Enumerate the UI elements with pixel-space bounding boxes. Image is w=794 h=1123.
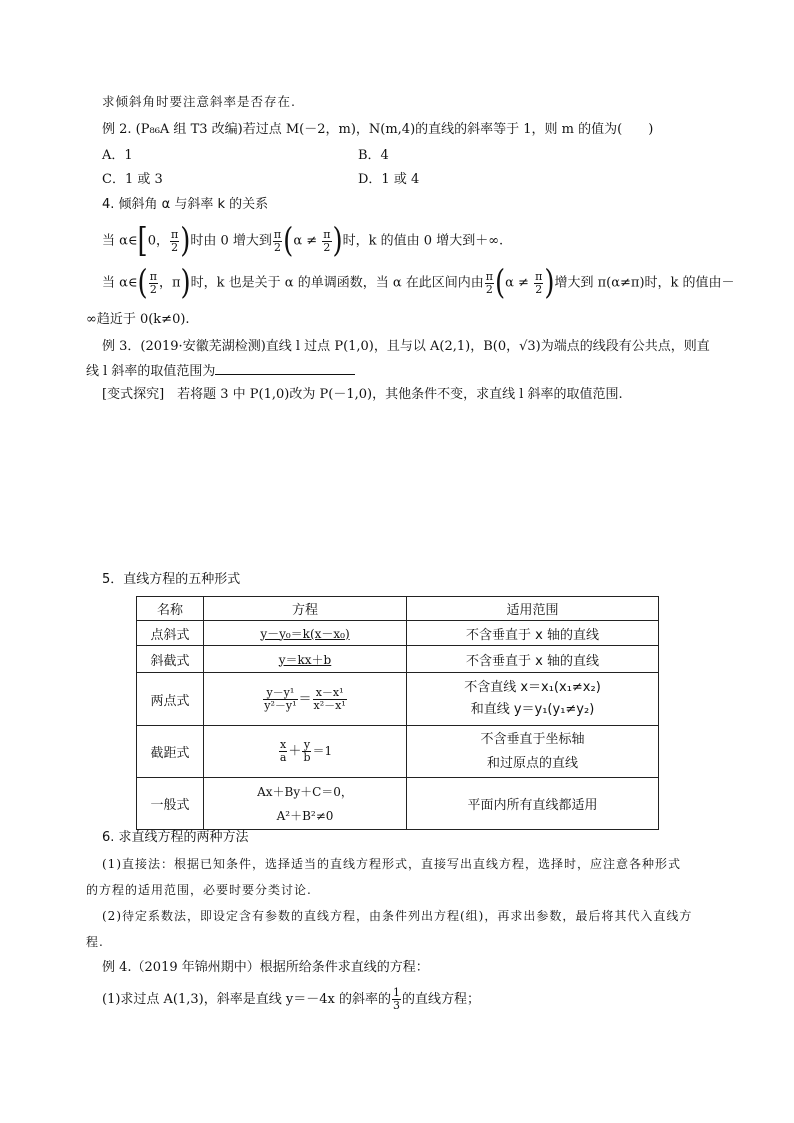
- section-4-line-3: ∞趋近于 0(k≠0).: [86, 312, 190, 327]
- header-equation: 方程: [204, 597, 407, 621]
- row-equation: $\frac{\text{y－y¹}}{\text{y²－y¹}}$ ＝ $\frac{\text{x－x¹}}{\text{x²－x¹}}$: [204, 673, 407, 726]
- option-b: B．4: [358, 148, 389, 163]
- section-5-title: 5．直线方程的五种形式: [102, 572, 241, 587]
- section-4-title: 4. 倾斜角 α 与斜率 k 的关系: [102, 197, 269, 212]
- method-2-line-2: 程.: [86, 935, 104, 949]
- answer-blank: [215, 360, 355, 375]
- row-range: 平面内所有直线都适用: [407, 778, 659, 830]
- option-c: C．1 或 3: [102, 172, 163, 187]
- ex4-q1-pre: (1)求过点 A(1,3)，斜率是直线 y＝－4x 的斜率的: [102, 992, 391, 1007]
- pi-over-2-fraction: $\frac{\pi}{2}$: [323, 227, 331, 254]
- two-point-fraction-right: $\frac{\text{x－x¹}}{\text{x²－x¹}}$: [313, 685, 346, 712]
- example-3-line-1: 例 3．(2019·安徽芜湖检测)直线 l 过点 P(1,0)，且与以 A(2,1)，B(0，√3)为端点的线段有公共点，则直: [102, 339, 710, 354]
- method-2-line-1: (2)待定系数法，即设定含有参数的直线方程，由条件列出方程(组)，再求出参数，最后将其代入直线方: [102, 909, 693, 923]
- method-1-line-1: (1)直接法：根据已知条件，选择适当的直线方程形式，直接写出直线方程，选择时，应注意各种形式: [102, 857, 682, 871]
- pi-over-2-fraction: $\frac{\pi}{2}$: [273, 227, 282, 254]
- pi-over-2-fraction: $\frac{\pi}{2}$: [149, 269, 157, 296]
- note-slope: 求倾斜角时要注意斜率是否存在.: [102, 94, 296, 109]
- row-range: 不含垂直于坐标轴 和过原点的直线: [407, 726, 659, 778]
- row-name: 截距式: [137, 726, 204, 778]
- s4-l2-interval: ，π: [158, 275, 181, 291]
- method-1-line-2: 的方程的适用范围，必要时要分类讨论.: [86, 883, 312, 897]
- two-point-fraction-left: $\frac{\text{y－y¹}}{\text{y²－y¹}}$: [264, 685, 297, 712]
- example-3-line-2-text: 线 l 斜率的取值范围为: [86, 364, 216, 379]
- example-2-stem: 例 2. (P₈₆A 组 T3 改编)若过点 M(－2，m)，N(m,4)的直线的斜率等于 1，则 m 的值为( ): [102, 122, 654, 137]
- table-row: [137, 726, 659, 778]
- row-range: 不含垂直于 x 轴的直线: [407, 621, 659, 646]
- row-name: 一般式: [137, 778, 204, 830]
- row-equation: $\frac{x}{a}$ ＋ $\frac{y}{b}$ ＝1: [204, 726, 407, 778]
- table-row: [137, 673, 659, 726]
- row-range: 不含垂直于 x 轴的直线: [407, 646, 659, 673]
- header-range: 适用范围: [407, 597, 659, 621]
- table-row: [137, 778, 659, 830]
- s4-l1-cond: α ≠: [293, 233, 318, 249]
- s4-l2-pre: 当 α∈: [102, 275, 138, 291]
- intercept-fraction-y: $\frac{y}{b}$: [303, 738, 311, 764]
- row-equation: Ax＋By＋C＝0， A²＋B²≠0: [204, 778, 407, 830]
- variant-exploration: [变式探究] 若将题 3 中 P(1,0)改为 P(－1,0)，其他条件不变，求直线 l 斜率的取值范围.: [102, 387, 623, 402]
- option-a: A．1: [102, 148, 133, 163]
- section-4-line-1: 当 α∈[0， $\frac{\pi}{2}$ )时由 0 增大到 $\frac{\pi}{2}$ (α ≠ $\frac{\pi}{2}$ )时，k 的值由 0 增大到＋∞.: [102, 221, 504, 261]
- section-4-line-2: 当 α∈( $\frac{\pi}{2}$ ，π)时，k 也是关于 α 的单调函数，当 α 在此区间内由 $\frac{\pi}{2}$ (α ≠ $\frac{\pi}{2}$ )增大到 π(α≠π)时，k 的值由－: [102, 263, 735, 303]
- s4-l1-post: 时，k 的值由 0 增大到＋∞.: [342, 233, 504, 249]
- table-header-row: [137, 597, 659, 621]
- table-row: [137, 621, 659, 646]
- example-4-question-1: [102, 987, 480, 1013]
- s4-l2-cond: α ≠: [505, 275, 529, 291]
- pi-over-2-fraction: $\frac{\pi}{2}$: [485, 269, 493, 296]
- s4-l2-mid: 时，k 也是关于 α 的单调函数，当 α 在此区间内由: [190, 275, 484, 291]
- one-third-fraction: $\frac{1}{3}$: [392, 986, 400, 1012]
- intercept-fraction-x: $\frac{x}{a}$: [279, 738, 287, 764]
- row-name: 两点式: [137, 673, 204, 726]
- table-row: [137, 646, 659, 673]
- pi-over-2-fraction: $\frac{\pi}{2}$: [170, 227, 179, 254]
- s4-l1-interval: 0，: [147, 233, 169, 249]
- example-4-stem: 例 4.（2019 年锦州期中）根据所给条件求直线的方程：: [102, 960, 429, 975]
- option-d: D．1 或 4: [358, 172, 420, 187]
- s4-l1-mid: 时由 0 增大到: [190, 233, 272, 249]
- slope-intercept-equation: y＝kx＋b: [278, 652, 332, 667]
- ex4-q1-post: 的直线方程；: [401, 992, 480, 1007]
- s4-l1-pre: 当 α∈: [102, 233, 138, 249]
- header-name: 名称: [137, 597, 204, 621]
- point-slope-equation: y－y₀＝k(x－x₀): [260, 626, 350, 641]
- example-3-line-2: [86, 360, 355, 381]
- section-6-title: 6. 求直线方程的两种方法: [102, 830, 249, 845]
- row-name: 斜截式: [137, 646, 204, 673]
- pi-over-2-fraction: $\frac{\pi}{2}$: [535, 269, 543, 296]
- row-equation: [204, 621, 407, 646]
- row-equation: [204, 646, 407, 673]
- s4-l2-post: 增大到 π(α≠π)时，k 的值由－: [554, 275, 735, 291]
- row-range: 不含直线 x＝x₁(x₁≠x₂) 和直线 y＝y₁(y₁≠y₂): [407, 673, 659, 726]
- line-equation-forms-table: [136, 596, 659, 830]
- row-name: 点斜式: [137, 621, 204, 646]
